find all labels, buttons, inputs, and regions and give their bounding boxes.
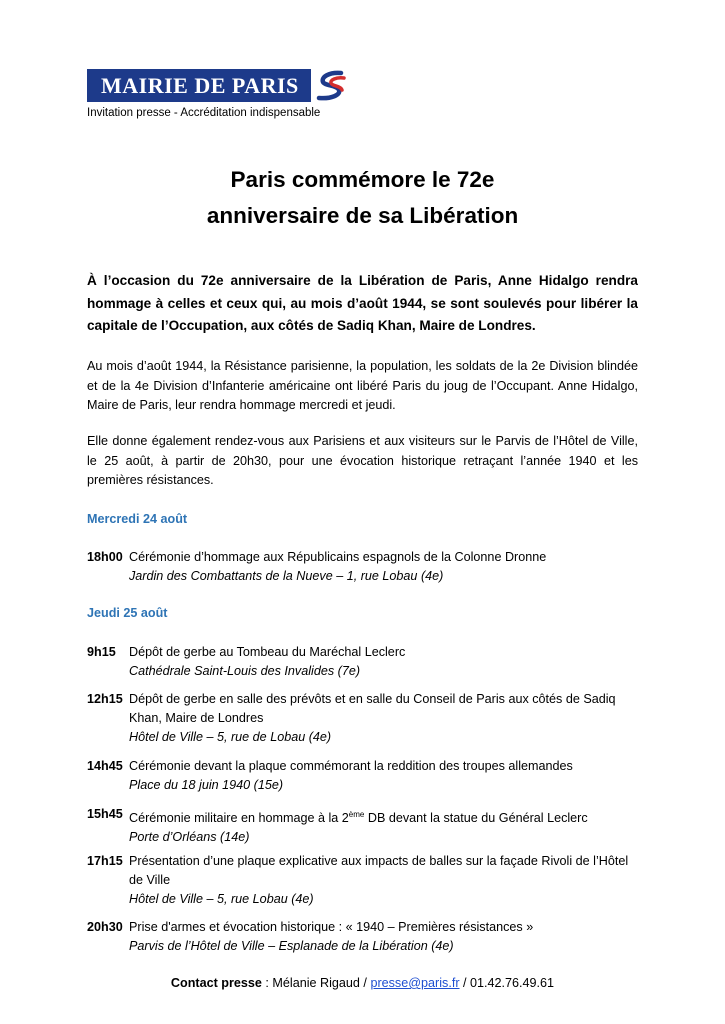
event-time: 18h00: [87, 550, 123, 564]
event-place: Parvis de l’Hôtel de Ville – Esplanade de la Libération (4e): [129, 939, 454, 953]
event-description: Prise d'armes et évocation historique : « 1940 – Premières résistances »: [129, 920, 534, 934]
event-place: Hôtel de Ville – 5, rue Lobau (4e): [129, 892, 314, 906]
page-title: [0, 162, 725, 234]
contact-email-link[interactable]: presse@paris.fr: [370, 976, 460, 990]
title-line-2: anniversaire de sa Libération: [206, 203, 519, 228]
day-heading-thursday: Jeudi 25 août: [87, 606, 168, 620]
contact-name: Mélanie Rigaud /: [272, 976, 371, 990]
event-description: [129, 811, 588, 825]
event-time: 9h15: [87, 645, 116, 659]
event-description: Dépôt de gerbe au Tombeau du Maréchal Leclerc: [129, 645, 406, 659]
press-contact: [0, 976, 725, 990]
event-description: Cérémonie d’hommage aux Républicains espagnols de la Colonne Dronne: [129, 550, 547, 564]
event-place: Cathédrale Saint-Louis des Invalides (7e): [129, 664, 361, 678]
body-paragraph-2: Elle donne également rendez-vous aux Parisiens et aux visiteurs sur le Parvis de l’Hôtel de Ville, le 25 août, à partir de 20h30, pour une évocation historique retraçant l’année 1940 et les premières résistances.: [87, 434, 638, 487]
logo-text: MAIRIE DE PARIS: [101, 72, 299, 98]
event-place: Place du 18 juin 1940 (15e): [129, 778, 284, 792]
event-description-start: Cérémonie militaire en hommage à la 2: [129, 811, 349, 826]
mairie-de-paris-logo: [87, 69, 349, 102]
event-place: Porte d’Orléans (14e): [129, 830, 250, 845]
title-line-1: Paris commémore le 72e: [230, 167, 495, 192]
event-description: Présentation d’une plaque explicative aux impacts de balles sur la façade Rivoli de l’Hôtel de Ville: [129, 854, 629, 887]
lead-paragraph: À l’occasion du 72e anniversaire de la Libération de Paris, Anne Hidalgo rendra hommage à celles et ceux qui, au mois d’août 1944, se sont soulevés pour libérer la capitale de l’Occupation, aux côtés de Sadiq Khan, Maire de Londres.: [87, 273, 638, 333]
contact-separator: :: [261, 976, 273, 990]
event-place: Jardin des Combattants de la Nueve – 1, rue Lobau (4e): [129, 569, 444, 583]
event-description: Dépôt de gerbe en salle des prévôts et en salle du Conseil de Paris aux côtés de Sadiq Khan, Maire de Londres: [129, 692, 616, 725]
event-description-end: DB devant la statue du Général Leclerc: [364, 811, 588, 826]
event-time: 20h30: [87, 920, 123, 934]
event-time: 17h15: [87, 854, 123, 868]
day-heading-wednesday: Mercredi 24 août: [87, 512, 188, 526]
event-time: 12h15: [87, 692, 123, 706]
event-place: Hôtel de Ville – 5, rue de Lobau (4e): [129, 730, 332, 744]
body-paragraph-1: Au mois d’août 1944, la Résistance parisienne, la population, les soldats de la 2e Division blindée et de la 4e Division d’Infanterie américaine ont libéré Paris du joug de l’Occupant. Anne Hidalgo, Maire de Paris, leur rendra hommage mercredi et jeudi.: [87, 359, 638, 412]
contact-phone: / 01.42.76.49.61: [459, 976, 555, 990]
press-invitation-note: Invitation presse - Accréditation indispensable: [87, 107, 321, 119]
contact-label: Contact presse: [170, 976, 262, 990]
ordinal-superscript: ème: [348, 810, 365, 819]
event-time: 14h45: [87, 759, 123, 773]
event-description: Cérémonie devant la plaque commémorant la reddition des troupes allemandes: [129, 759, 573, 773]
paris-emblem-icon: [311, 69, 349, 102]
event-time: 15h45: [87, 807, 123, 821]
